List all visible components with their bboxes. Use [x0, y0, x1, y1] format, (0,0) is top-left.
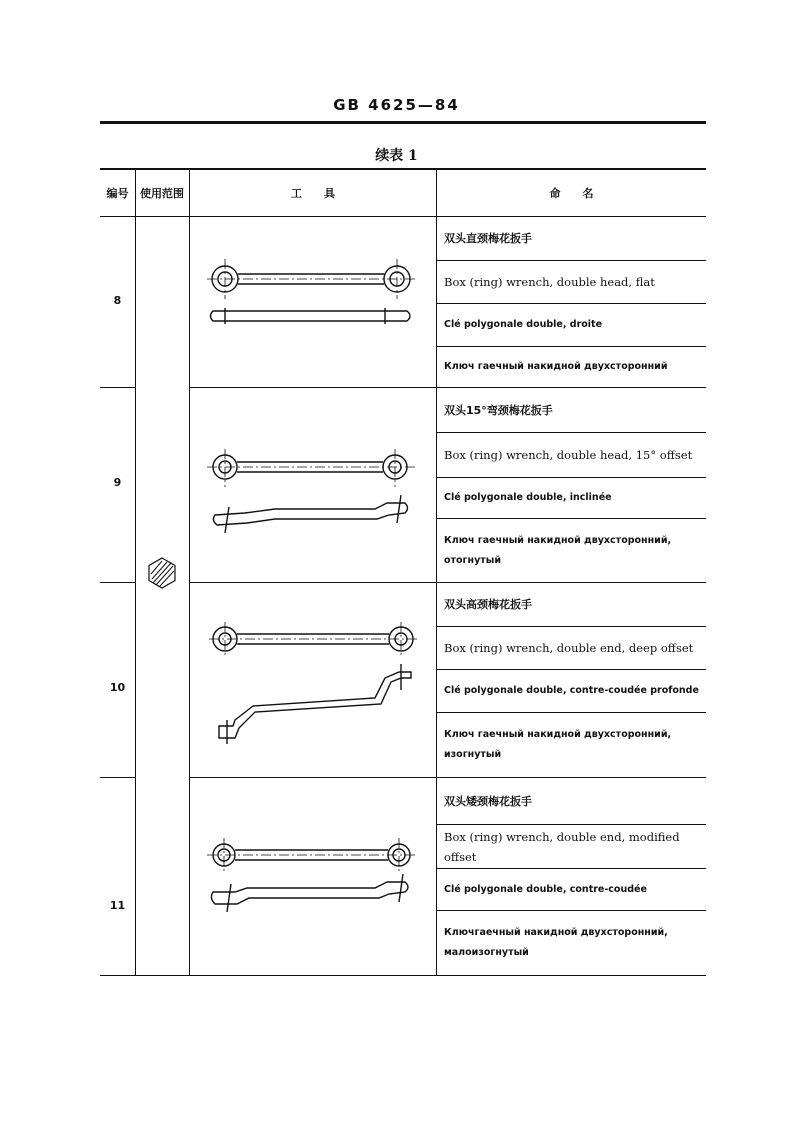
name-ru: Ключ гаечный накидной двухсторонний [444, 361, 668, 372]
name-en: Box (ring) wrench, double head, flat [444, 275, 655, 289]
table-bottom-rule [100, 975, 706, 976]
col-header-tool: 工 具 [291, 187, 335, 200]
col-header-usage: 使用范围 [140, 187, 184, 200]
name-ru: Ключ гаечный накидной двухсторонний, изогнутый [444, 729, 672, 760]
name-ru: Ключгаечный накидной двухсторонний, малоизогнутый [444, 927, 668, 958]
name-zh: 双头直颈梅花扳手 [444, 232, 532, 245]
header-rule [100, 121, 706, 124]
name-fr: Clé polygonale double, droite [444, 319, 603, 330]
row-number: 10 [109, 681, 126, 694]
row-separator [189, 387, 706, 388]
col-header-number: 编号 [106, 187, 129, 200]
row-separator [100, 582, 135, 583]
flat-double-ring-wrench-icon [205, 255, 425, 335]
name-zh: 双头矮颈梅花扳手 [444, 794, 532, 808]
row-number: 11 [109, 899, 126, 912]
standard-code: GB 4625—84 [333, 96, 460, 114]
row-separator [189, 777, 706, 778]
row-number: 8 [113, 294, 122, 307]
name-en: Box (ring) wrench, double head, 15° offset [444, 448, 693, 462]
divider-usage-tool [189, 170, 190, 976]
offset-15-double-ring-wrench-icon [205, 445, 425, 545]
deep-offset-double-ring-wrench-icon [205, 620, 425, 750]
row-separator [189, 582, 706, 583]
table-title: 续表 1 [375, 148, 418, 164]
divider-tool-name [436, 170, 437, 976]
row-separator [100, 387, 135, 388]
hexagon-nut-icon [147, 557, 177, 589]
col-header-name: 命 名 [549, 187, 594, 200]
row-separator [100, 777, 135, 778]
name-ru: Ключ гаечный накидной двухсторонний, отогнутый [444, 534, 672, 566]
divider-number-usage [135, 170, 136, 976]
name-zh: 双头15°弯颈梅花扳手 [444, 403, 553, 417]
name-zh: 双头高颈梅花扳手 [444, 598, 532, 611]
name-en: Box (ring) wrench, double end, deep offset [444, 641, 694, 655]
name-fr: Clé polygonale double, contre-coudée [444, 883, 647, 895]
row-number: 9 [113, 476, 122, 489]
name-fr: Clé polygonale double, contre-coudée profonde [444, 685, 699, 696]
name-en: Box (ring) wrench, double end, modified offset [444, 829, 680, 864]
header-bottom-rule [100, 216, 706, 217]
name-fr: Clé polygonale double, inclinée [444, 492, 612, 503]
modified-offset-double-ring-wrench-icon [205, 830, 425, 920]
